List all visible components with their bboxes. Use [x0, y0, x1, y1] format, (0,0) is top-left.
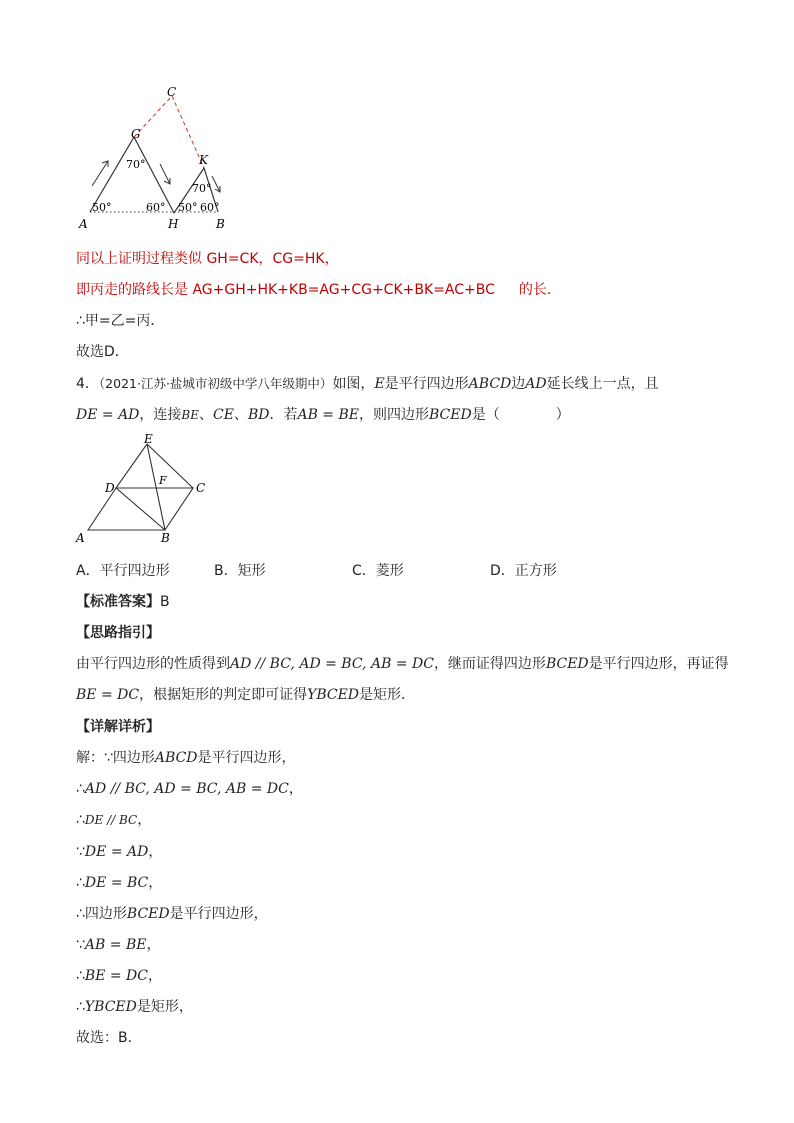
hint-text: ，继而证得四边形 [433, 656, 546, 672]
stem-text: ．若 [269, 407, 298, 423]
label-b: B [161, 531, 170, 545]
step-text: 是矩形， [136, 999, 193, 1015]
option-c: C．菱形 [352, 563, 404, 579]
parallelogram-figure [72, 432, 222, 547]
detail-step-3 [76, 811, 151, 829]
proof-line-3: ∴甲=乙=丙． [76, 313, 165, 329]
detail-step-4 [76, 843, 162, 861]
proof-line-1: 同以上证明过程类似 GH=CK，CG=HK， [76, 251, 339, 267]
stem-text: 是平行四边形 [384, 376, 469, 392]
hint-text: ，根据矩形的判定即可证得 [139, 687, 308, 703]
detail-step-7 [76, 936, 160, 954]
stem-text: 、 [233, 407, 248, 423]
step-text: ， [137, 812, 152, 828]
math-e: E [374, 376, 385, 392]
arrow-up-icon [92, 161, 108, 186]
step-text: 是平行四边形， [169, 906, 268, 922]
label-a: A [79, 217, 88, 231]
step-text: ∴ [76, 781, 85, 797]
hint-math: YBCED [307, 687, 360, 703]
angle-a: 50° [92, 201, 112, 214]
route-sum-suffix: 的长． [518, 282, 561, 298]
hint-text: 是矩形． [359, 687, 416, 703]
angle-h1: 60° [146, 201, 166, 214]
math-be: BE [181, 408, 199, 422]
step-text: ∴ [76, 812, 85, 828]
angle-b: 60° [200, 201, 220, 214]
hint-line-2 [76, 686, 415, 704]
label-d: D [105, 481, 115, 495]
step-math: DE // BC [84, 813, 138, 827]
hint-math: BCED [545, 656, 589, 672]
step-math: BE = DC [84, 968, 148, 984]
angle-g: 70° [126, 158, 146, 171]
detail-step-1 [76, 749, 296, 767]
arrow-down-icon [160, 164, 170, 184]
hint-line-1 [76, 655, 729, 673]
hint-text: 由平行四边形的性质得到 [76, 656, 230, 672]
detail-step-8 [76, 967, 162, 985]
label-h: H [168, 217, 179, 231]
step-math: DE = BC [84, 875, 149, 891]
hint-heading: 【思路指引】 [76, 625, 160, 641]
label-c: C [196, 481, 206, 495]
proof-choice: 故选D． [76, 344, 129, 360]
hint-math: AD // BC, AD = BC, AB = DC [230, 656, 434, 672]
math-ab-be: AB = BE [297, 407, 359, 423]
answer-heading: 【标准答案】 [76, 594, 160, 610]
detail-choice: 故选：B． [76, 1030, 142, 1046]
segment-ec [147, 444, 193, 488]
step-text: ∵ [76, 937, 85, 953]
angle-h2: 50° [178, 201, 198, 214]
detail-step-5 [76, 874, 162, 892]
step-math: AD // BC, AD = BC, AB = DC [84, 781, 289, 797]
option-d: D．正方形 [490, 563, 557, 579]
step-text: ， [148, 875, 163, 891]
math-abcd: ABCD [468, 376, 512, 392]
label-k: K [199, 153, 208, 167]
detail-step-2 [76, 780, 303, 798]
stem-text: 是（ ） [471, 407, 570, 423]
stem-text: 如图， [332, 376, 375, 392]
stem-text: 延长线上一点，且 [546, 376, 659, 392]
stem-text: 、 [199, 407, 213, 423]
question-source: （2021·江苏·盐城市初级中学八年级期中） [98, 376, 333, 391]
stem-text: ，连接 [139, 407, 182, 423]
step-math: DE = AD [84, 844, 149, 860]
math-bd: BD [247, 407, 270, 423]
question-number: 4． [76, 376, 99, 392]
detail-step-9 [76, 998, 193, 1016]
step-text: ∴ [76, 999, 85, 1015]
question-4-line-1 [76, 375, 659, 393]
step-text: ∴ [76, 875, 85, 891]
step-text: 是平行四边形， [197, 750, 296, 766]
label-g: G [131, 127, 141, 141]
hint-text: 是平行四边形，再证得 [588, 656, 729, 672]
segment-de [116, 444, 147, 488]
detail-heading: 【详解详析】 [76, 719, 160, 735]
option-a: A．平行四边形 [76, 563, 170, 579]
answer-value: B [160, 594, 170, 610]
question-4-line-2 [76, 406, 570, 424]
step-text: 解：∵四边形 [76, 750, 155, 766]
label-c: C [167, 85, 177, 99]
arrow-down-icon [212, 176, 220, 192]
math-ad: AD [525, 376, 547, 392]
label-b: B [216, 217, 225, 231]
step-math: AB = BE [84, 937, 147, 953]
step-math: ABCD [154, 750, 198, 766]
step-text: ∴四边形 [76, 906, 127, 922]
angle-k: 70° [192, 182, 212, 195]
step-math: YBCED [84, 999, 137, 1015]
math-condition: DE = AD [76, 407, 140, 423]
step-text: ， [148, 844, 163, 860]
route-sum: 即丙走的路线长是 AG+GH+HK+KB=AG+CG+CK+BK=AC+BC [76, 282, 495, 298]
label-a: A [76, 531, 85, 545]
step-math: BCED [126, 906, 170, 922]
path-diagram-figure [72, 82, 242, 234]
option-b: B．矩形 [214, 563, 266, 579]
proof-line-2 [76, 281, 561, 299]
detail-step-6 [76, 905, 268, 923]
step-text: ∵ [76, 844, 85, 860]
answer-line [76, 593, 170, 611]
hint-math: BE = DC [76, 687, 140, 703]
step-text: ， [146, 937, 161, 953]
step-text: ， [148, 968, 162, 984]
stem-text: ，则四边形 [359, 407, 429, 423]
label-e: E [144, 432, 153, 446]
step-text: ， [288, 781, 303, 797]
stem-text: 边 [511, 376, 526, 392]
label-f: F [159, 474, 167, 487]
math-ce: CE [213, 407, 234, 423]
math-bced: BCED [429, 407, 472, 423]
step-text: ∴ [76, 968, 85, 984]
